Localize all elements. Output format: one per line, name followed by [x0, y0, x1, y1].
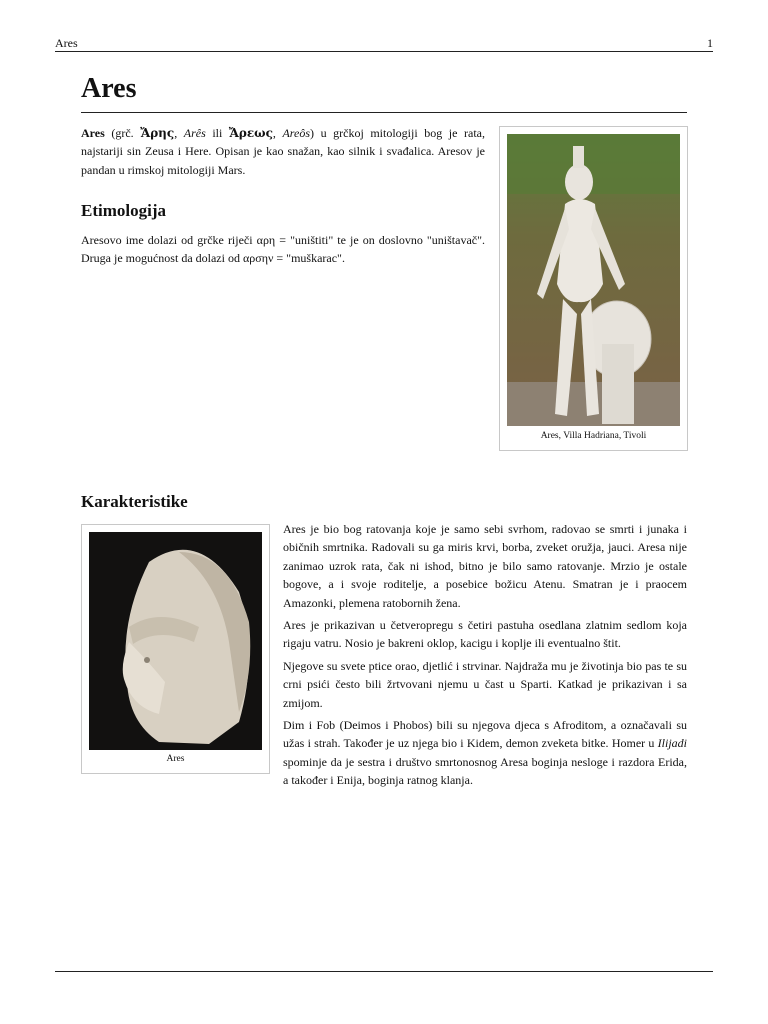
header-title: Ares — [55, 36, 78, 50]
iliad-title: Ilijadi — [657, 736, 687, 751]
bust-caption: Ares — [166, 754, 185, 764]
characteristics-paragraph-3: Njegove su svete ptice orao, djetlić i strvinar. Najdraža mu je životinja bio pas te su crni psići često bili žrtvovani njemu u čast u Sparti. Katkad je prikazivan i sa zmijom. — [283, 658, 687, 710]
characteristics-body — [283, 520, 687, 794]
characteristics-heading: Karakteristike — [81, 492, 188, 511]
ares-bust-image — [89, 532, 262, 750]
paragraph-text: Dim i Fob (Deimos i Phobos) bili su njegova djeca s Afroditom, a označavali su užas i strah. Također je uz njega bio i Kidem, demon zveketa bitke. Homer u — [283, 718, 687, 751]
intro-text: , — [174, 126, 184, 140]
ares-statue-image — [507, 134, 680, 426]
paragraph-text: spominje da je sestra i društvo smrtonosnog Aresa boginja nesloge i razdora Erida, a također i Enija, boginja ratnog klanja. — [283, 754, 687, 788]
greek-name-1: Ἄρης — [140, 126, 175, 140]
characteristics-paragraph-4 — [283, 716, 687, 790]
characteristics-paragraph-2: Ares je prikazivan u četveropregu s četiri pastuha osedlana zlatnim sedlom koja rigaju vatru. Nosio je bakreni oklop, kacigu i koplje ili eventualno štit. — [283, 618, 687, 651]
transliteration-1: Arês — [183, 126, 206, 140]
footer-rule — [55, 971, 713, 972]
etymology-paragraph: Aresovo ime dolazi od grčke riječi αρη = "uništiti" te je on doslovno "uništavač". Druga je mogućnost da dolazi od αρσην = "muškarac". — [81, 233, 485, 266]
characteristics-paragraph-1: Ares je bio bog ratovanja koje je samo sebi svrhom, radovao se smrti i junaka i običnih smrtnika. Radovali su ga miris krvi, borba, zveket oružja, jauci. Aresa nije zanimao uzrok rata, čak ni ishod, bitno je bilo samo ratovanje. Mrzio je ostale bogove, a i svoje roditelje, a posebice božicu Atenu. Smatran je i praocem Amazonki, plemena ratobornih žena. — [283, 522, 687, 610]
statue-caption: Ares, Villa Hadriana, Tivoli — [540, 431, 647, 441]
page-title: Ares — [81, 72, 687, 113]
bust-figure — [81, 524, 270, 774]
running-header — [55, 36, 713, 52]
transliteration-2: Areôs — [282, 126, 311, 140]
greek-name-2: Ἄρεως — [228, 126, 273, 140]
intro-term: Ares — [81, 126, 105, 140]
etymology-heading: Etimologija — [81, 201, 166, 220]
intro-text: ili — [205, 126, 229, 140]
statue-figure — [499, 126, 688, 451]
intro-text: (grč. — [104, 126, 141, 140]
intro-text: ) u grčkoj mitologiji bog je rata, najstariji sin Zeusa i Here. Opisan je kao snažan, kao silnik i svađalica. Aresov je pandan u rimskoj mitologiji Mars. — [81, 126, 486, 177]
page-number: 1 — [707, 36, 713, 50]
intro-text: , — [272, 126, 283, 140]
intro-paragraph — [81, 124, 485, 179]
